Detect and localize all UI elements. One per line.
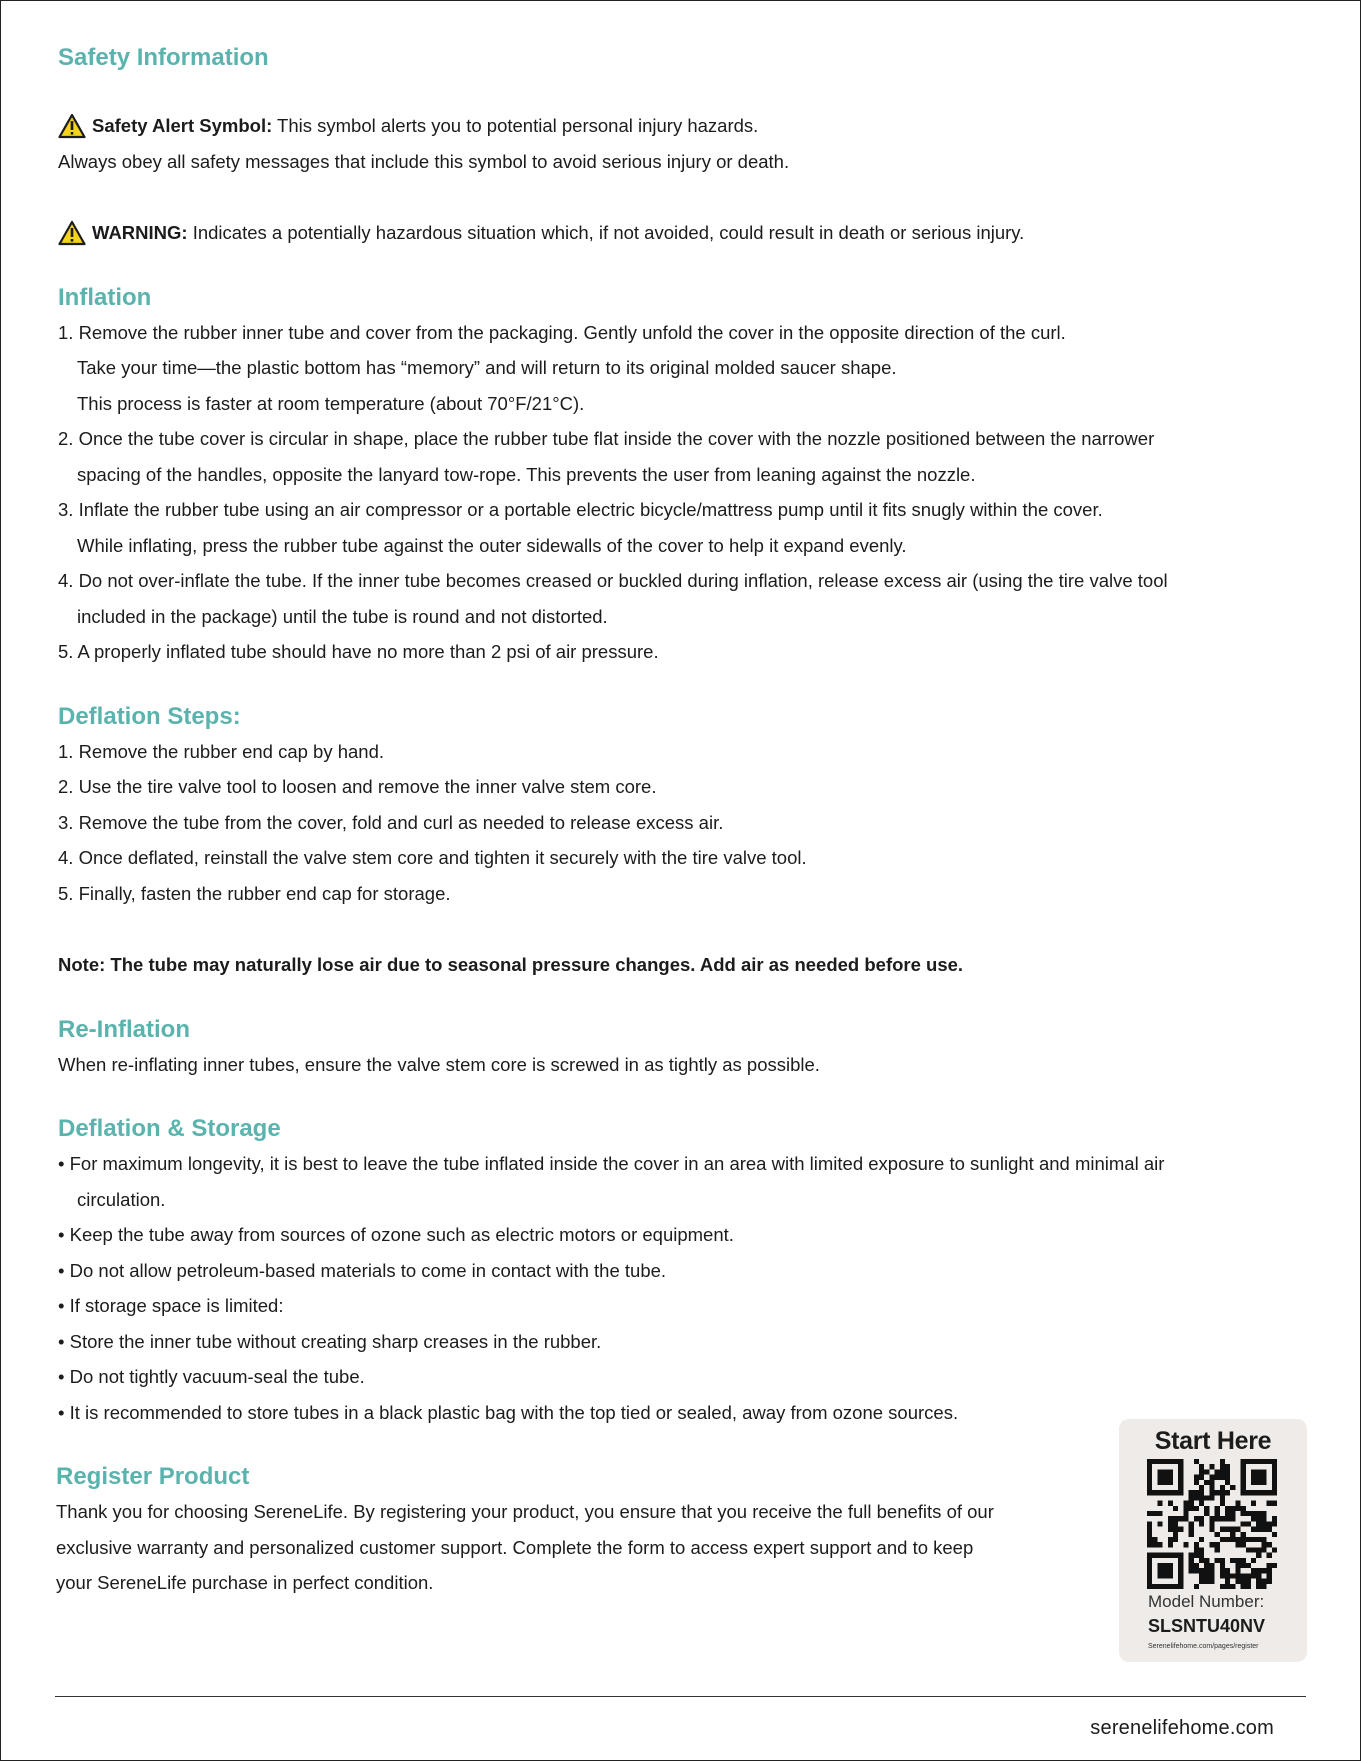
inflation-section [58,281,1308,670]
register-text: your SereneLife purchase in perfect condition. [56,1572,434,1593]
reinflation-title: Re-Inflation [58,1015,190,1043]
inflation-line: 3. Inflate the rubber tube using an air compressor or a portable electric bicycle/mattress pump until it fits snugly within the cover. [58,499,1103,520]
safety-title: Safety Information [58,44,269,71]
qr-register-card[interactable] [1119,1419,1307,1662]
storage-item: • Store the inner tube without creating sharp creases in the rubber. [58,1330,602,1352]
footer-website[interactable]: serenelifehome.com [1090,1717,1274,1739]
qr-model-number: SLSNTU40NV [1148,1616,1266,1636]
storage-item: • Keep the tube away from sources of ozone such as electric motors or equipment. [58,1224,734,1245]
inflation-line: 1. Remove the rubber inner tube and cover from the packaging. Gently unfold the cover in the opposite direction of the curl. [58,321,1066,343]
alert-symbol-label: Safety Alert Symbol: [92,115,273,136]
warning-label: WARNING: [92,222,188,243]
storage-title: Deflation & Storage [58,1115,281,1142]
inflation-line: 4. Do not over-inflate the tube. If the inner tube becomes creased or buckled during inflation, release excess air (using the tire valve tool [58,570,1168,591]
safety-obey-text: Always obey all safety messages that include this symbol to avoid serious injury or death. [58,150,790,172]
alert-symbol-text: This symbol alerts you to potential personal injury hazards. [272,115,759,136]
register-title: Register Product [56,1463,250,1490]
footer-divider [55,1696,1306,1697]
register-text: Thank you for choosing SereneLife. By registering your product, you ensure that you receive the full benefits of our [56,1501,994,1522]
safety-alert-line [58,108,1308,144]
deflation-step: 3. Remove the tube from the cover, fold and curl as needed to release excess air. [58,811,724,833]
inflation-line: included in the package) until the tube is round and not distorted. [77,605,608,627]
safety-section [58,41,1308,251]
qr-model-label: Model Number: [1148,1592,1265,1611]
storage-item: circulation. [77,1188,166,1210]
deflation-step: 5. Finally, fasten the rubber end cap for storage. [58,882,451,904]
warning-line [58,215,1308,251]
inflation-line: This process is faster at room temperature (about 70°F/21°C). [77,392,585,414]
qr-title: Start Here [1154,1427,1272,1455]
deflation-step: 4. Once deflated, reinstall the valve stem core and tighten it securely with the tire valve tool. [58,847,807,868]
reinflation-text: When re-inflating inner tubes, ensure the valve stem core is screwed in as tightly as possible. [58,1053,820,1075]
storage-item: • For maximum longevity, it is best to leave the tube inflated inside the cover in an area with limited exposure to sunlight and minimal air [58,1153,1165,1174]
warning-triangle-icon [58,220,86,246]
inflation-line: 5. A properly inflated tube should have no more than 2 psi of air pressure. [58,641,659,662]
inflation-title: Inflation [58,283,152,311]
register-text: exclusive warranty and personalized customer support. Complete the form to access expert support and to keep [56,1536,974,1558]
warning-triangle-icon [58,113,86,139]
storage-item: • It is recommended to store tubes in a black plastic bag with the top tied or sealed, away from ozone sources. [58,1401,959,1423]
inflation-line: spacing of the handles, opposite the lanyard tow-rope. This prevents the user from leaning against the nozzle. [77,463,976,485]
warning-text: Indicates a potentially hazardous situation which, if not avoided, could result in death or serious injury. [187,222,1025,243]
deflation-step: 1. Remove the rubber end cap by hand. [58,740,385,762]
storage-item: • Do not allow petroleum-based materials to come in contact with the tube. [58,1259,667,1281]
qr-code-icon[interactable] [1147,1459,1277,1589]
reinflation-section [58,1013,1308,1083]
deflation-steps-section [58,700,1308,983]
storage-item: • If storage space is limited: [58,1295,284,1316]
page-content [58,41,1308,1601]
deflation-steps-title: Deflation Steps: [58,702,241,730]
inflation-line: 2. Once the tube cover is circular in shape, place the rubber tube flat inside the cover with the nozzle positioned between the narrower [58,428,1155,449]
deflation-note: Note: The tube may naturally lose air due to seasonal pressure changes. Add air as needed before use. [58,954,964,975]
inflation-line: Take your time—the plastic bottom has “memory” and will return to its original molded saucer shape. [77,357,897,378]
storage-item: • Do not tightly vacuum-seal the tube. [58,1366,365,1387]
qr-register-url[interactable]: Serenelifehome.com/pages/register [1148,1643,1259,1650]
inflation-line: While inflating, press the rubber tube against the outer sidewalls of the cover to help it expand evenly. [77,534,907,556]
deflation-step: 2. Use the tire valve tool to loosen and remove the inner valve stem core. [58,776,657,797]
storage-section [58,1112,1308,1430]
